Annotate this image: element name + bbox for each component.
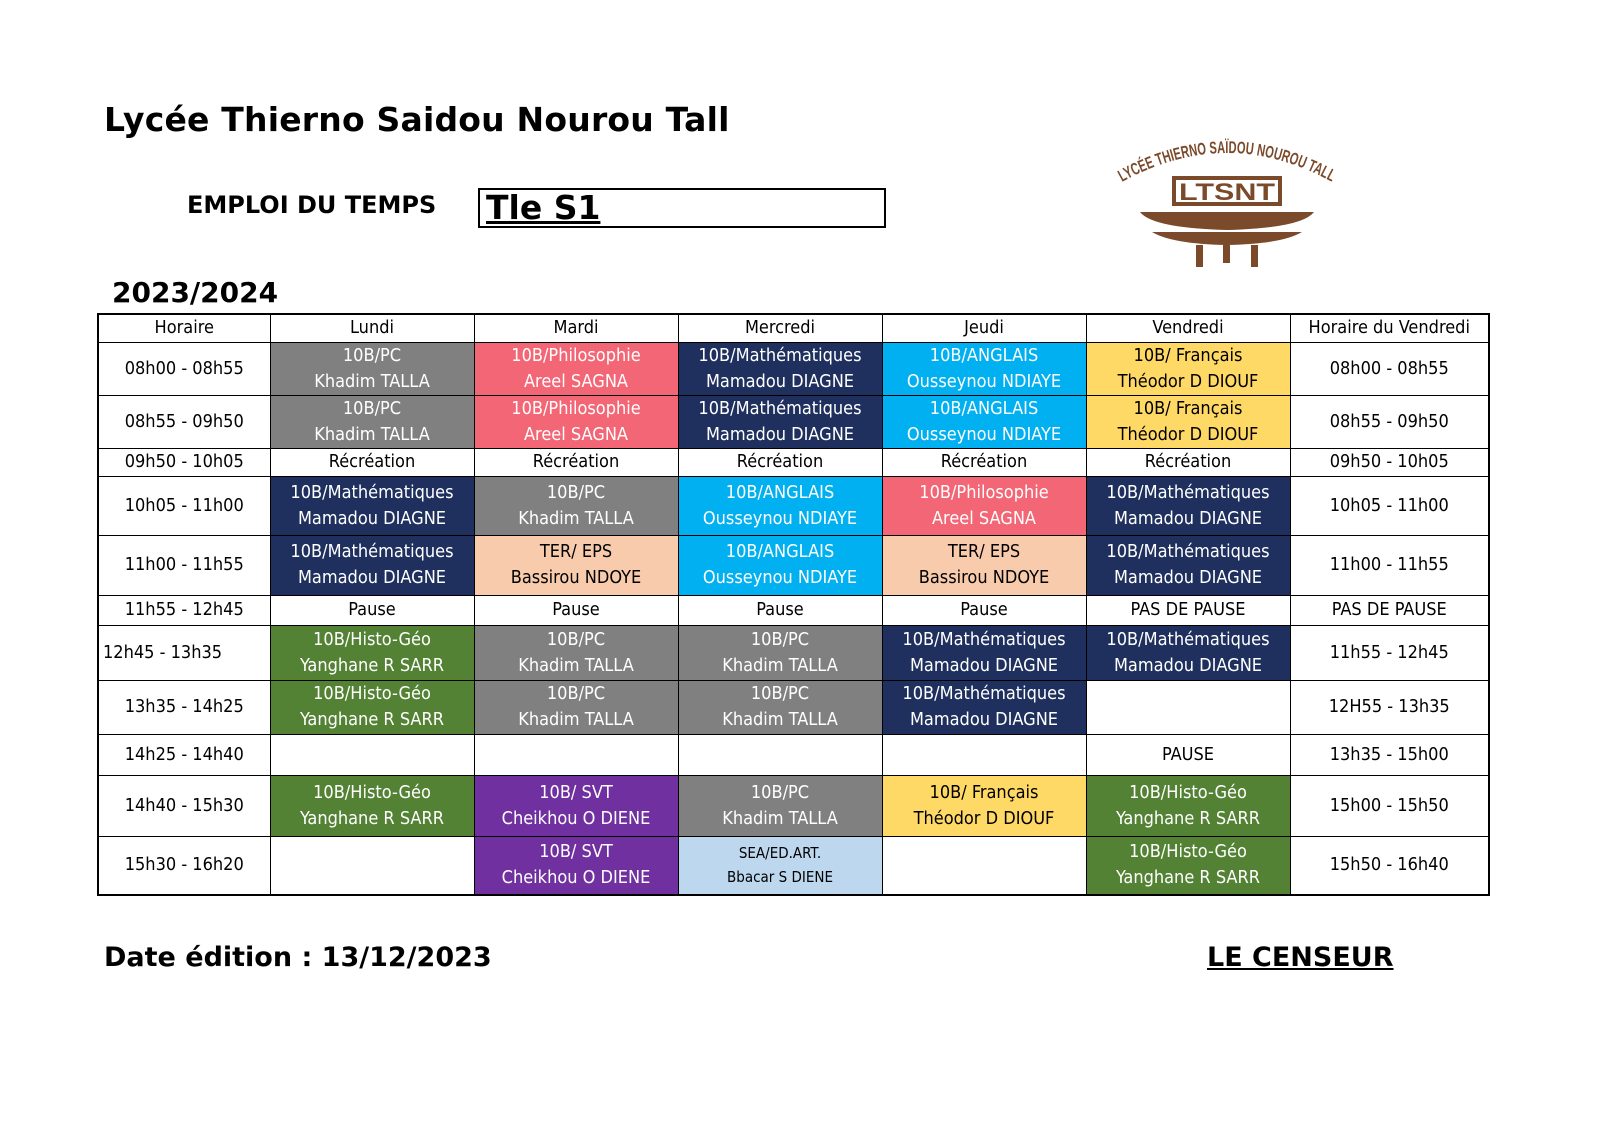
course-label: Pause [960, 599, 1008, 620]
schedule-cell [678, 595, 882, 625]
schedule-label: EMPLOI DU TEMPS [187, 191, 437, 219]
course-label: 10B/Philosophie [511, 344, 641, 366]
teacher-name: Khadim TALLA [314, 370, 430, 392]
course-label: 10B/Mathématiques [290, 481, 454, 503]
teacher-name: Mamadou DIAGNE [705, 423, 855, 445]
schedule-cell [1086, 535, 1290, 595]
course-label: 10B/Mathématiques [1106, 481, 1270, 503]
friday-time-slot: PAS DE PAUSE [1290, 595, 1489, 625]
table-row [98, 680, 1489, 734]
teacher-name: Yanghane R SARR [299, 654, 445, 676]
schedule-cell [678, 448, 882, 476]
course-label: Récréation [328, 451, 416, 472]
course-label: 10B/ANGLAIS [725, 541, 835, 562]
course-label: 10B/PC [546, 683, 606, 704]
friday-time-slot: 13h35 - 15h00 [1290, 734, 1489, 775]
schedule-cell [678, 836, 882, 895]
schedule-cell [678, 734, 882, 775]
course-label: 10B/Histo-Géo [1129, 781, 1247, 803]
time-slot: 12h45 - 13h35 [98, 625, 270, 680]
schedule-cell [474, 448, 678, 476]
table-row [98, 625, 1489, 680]
time-slot: 09h50 - 10h05 [98, 448, 270, 476]
teacher-name: Yanghane R SARR [299, 807, 445, 829]
course-label: 10B/ SVT [539, 841, 613, 863]
course-label: 10B/PC [342, 344, 402, 366]
course-label: 10B/Histo-Géo [1129, 841, 1247, 863]
course-label: 10B/ Français [1133, 344, 1243, 366]
schedule-cell [882, 448, 1086, 476]
friday-time-slot: 08h55 - 09h50 [1290, 395, 1489, 448]
teacher-name: Yanghane R SARR [1115, 867, 1261, 889]
teacher-name: Yanghane R SARR [1115, 807, 1261, 829]
course-label: 10B/Mathématiques [698, 397, 862, 419]
friday-time-slot: 15h50 - 16h40 [1290, 836, 1489, 895]
date-edition: Date édition : 13/12/2023 [104, 942, 492, 973]
column-header: Horaire du Vendredi [1290, 314, 1489, 342]
column-header: Mercredi [678, 314, 882, 342]
schedule-cell [474, 836, 678, 895]
friday-time-slot: 15h00 - 15h50 [1290, 775, 1489, 836]
course-label: 10B/Philosophie [919, 481, 1049, 503]
time-slot: 15h30 - 16h20 [98, 836, 270, 895]
schedule-cell [678, 476, 882, 535]
schedule-cell [1086, 395, 1290, 448]
table-row [98, 476, 1489, 535]
course-label: Récréation [1144, 451, 1232, 472]
teacher-name: Cheikhou O DIENE [501, 867, 651, 889]
table-row [98, 342, 1489, 395]
schedule-cell [270, 342, 474, 395]
schedule-cell [270, 734, 474, 775]
teacher-name: Mamadou DIAGNE [909, 709, 1059, 730]
teacher-name: Bassirou NDOYE [918, 567, 1050, 588]
schedule-cell [270, 775, 474, 836]
schedule-cell [678, 395, 882, 448]
time-slot: 14h40 - 15h30 [98, 775, 270, 836]
schedule-cell [882, 342, 1086, 395]
schedule-cell [1086, 836, 1290, 895]
schedule-cell [882, 680, 1086, 734]
course-label: 10B/ANGLAIS [929, 397, 1039, 419]
class-name-box: Tle S1 [478, 188, 886, 228]
course-label: 10B/PC [342, 397, 402, 419]
signature-label: LE CENSEUR [1207, 942, 1394, 973]
teacher-name: Ousseynou NDIAYE [702, 567, 858, 588]
course-label: Pause [348, 599, 396, 620]
schedule-cell [474, 476, 678, 535]
teacher-name: Khadim TALLA [518, 654, 634, 676]
schedule-cell [882, 734, 1086, 775]
friday-time-slot: 11h00 - 11h55 [1290, 535, 1489, 595]
schedule-cell [882, 625, 1086, 680]
course-label: 10B/Mathématiques [1106, 628, 1270, 650]
teacher-name: Areel SAGNA [931, 507, 1037, 529]
teacher-name: Ousseynou NDIAYE [906, 423, 1062, 445]
teacher-name: Mamadou DIAGNE [909, 654, 1059, 676]
schedule-cell [882, 535, 1086, 595]
course-label: 10B/Histo-Géo [313, 628, 431, 650]
course-label: 10B/PC [546, 628, 606, 650]
teacher-name: Areel SAGNA [523, 423, 629, 445]
table-row [98, 448, 1489, 476]
schedule-cell [474, 395, 678, 448]
table-row [98, 595, 1489, 625]
schedule-cell [1086, 595, 1290, 625]
schedule-cell [474, 625, 678, 680]
table-row [98, 836, 1489, 895]
course-label: Récréation [940, 451, 1028, 472]
time-slot: 10h05 - 11h00 [98, 476, 270, 535]
teacher-name: Bbacar S DIENE [727, 868, 833, 887]
course-label: 10B/ SVT [539, 781, 613, 803]
schedule-cell [678, 625, 882, 680]
schedule-cell [474, 775, 678, 836]
teacher-name: Khadim TALLA [722, 654, 838, 676]
teacher-name: Ousseynou NDIAYE [702, 507, 858, 529]
table-row [98, 775, 1489, 836]
time-slot: 08h00 - 08h55 [98, 342, 270, 395]
table-row [98, 395, 1489, 448]
school-title: Lycée Thierno Saidou Nourou Tall [104, 100, 730, 139]
course-label: 10B/Mathématiques [1106, 541, 1270, 562]
schedule-cell [678, 775, 882, 836]
course-label: 10B/Mathématiques [902, 628, 1066, 650]
schedule-cell [270, 448, 474, 476]
friday-time-slot: 12H55 - 13h35 [1290, 680, 1489, 734]
teacher-name: Yanghane R SARR [299, 709, 445, 730]
schedule-cell [1086, 476, 1290, 535]
time-slot: 11h55 - 12h45 [98, 595, 270, 625]
schedule-cell [882, 836, 1086, 895]
teacher-name: Mamadou DIAGNE [1113, 654, 1263, 676]
course-label: 10B/PC [750, 628, 810, 650]
teacher-name: Théodor D DIOUF [1117, 370, 1259, 392]
timetable [97, 313, 1490, 896]
svg-text:LYCÉE THIERNO SAÏDOU NOUROU TA: LYCÉE THIERNO SAÏDOU NOUROU TALL [1114, 137, 1342, 188]
course-label: 10B/ANGLAIS [725, 481, 835, 503]
friday-time-slot: 08h00 - 08h55 [1290, 342, 1489, 395]
schedule-cell [678, 342, 882, 395]
course-label: 10B/ANGLAIS [929, 344, 1039, 366]
friday-time-slot: 09h50 - 10h05 [1290, 448, 1489, 476]
column-header: Jeudi [882, 314, 1086, 342]
teacher-name: Bassirou NDOYE [510, 567, 642, 588]
schedule-cell [474, 342, 678, 395]
schedule-cell [474, 535, 678, 595]
schedule-cell [270, 625, 474, 680]
teacher-name: Mamadou DIAGNE [1113, 567, 1263, 588]
schedule-cell [270, 476, 474, 535]
school-year: 2023/2024 [112, 276, 279, 309]
teacher-name: Mamadou DIAGNE [705, 370, 855, 392]
course-label: 10B/Histo-Géo [313, 781, 431, 803]
course-label: 10B/Mathématiques [698, 344, 862, 366]
schedule-cell [270, 535, 474, 595]
schedule-cell [678, 680, 882, 734]
course-label: Pause [756, 599, 804, 620]
column-header: Mardi [474, 314, 678, 342]
course-label: TER/ EPS [947, 541, 1021, 562]
schedule-cell [474, 680, 678, 734]
table-row [98, 535, 1489, 595]
course-label: 10B/Histo-Géo [313, 683, 431, 704]
schedule-cell [882, 595, 1086, 625]
course-label: 10B/ Français [1133, 397, 1243, 419]
schedule-cell [1086, 734, 1290, 775]
schedule-cell [1086, 680, 1290, 734]
teacher-name: Khadim TALLA [722, 709, 838, 730]
schedule-cell [882, 775, 1086, 836]
course-label: 10B/PC [750, 683, 810, 704]
course-label: 10B/ Français [929, 781, 1039, 803]
course-label: PAUSE [1161, 743, 1215, 765]
friday-time-slot: 11h55 - 12h45 [1290, 625, 1489, 680]
schedule-cell [270, 595, 474, 625]
schedule-cell [1086, 448, 1290, 476]
schedule-cell [270, 680, 474, 734]
schedule-cell [882, 395, 1086, 448]
teacher-name: Théodor D DIOUF [913, 807, 1055, 829]
svg-text:LTSNT: LTSNT [1179, 179, 1276, 206]
schedule-cell [270, 836, 474, 895]
course-label: 10B/Mathématiques [290, 541, 454, 562]
column-header: Horaire [98, 314, 270, 342]
teacher-name: Ousseynou NDIAYE [906, 370, 1062, 392]
friday-time-slot: 10h05 - 11h00 [1290, 476, 1489, 535]
course-label: SEA/ED.ART. [738, 844, 822, 863]
course-label: TER/ EPS [539, 541, 613, 562]
schedule-cell [474, 595, 678, 625]
schedule-cell [1086, 342, 1290, 395]
teacher-name: Khadim TALLA [314, 423, 430, 445]
schedule-cell [1086, 625, 1290, 680]
course-label: Récréation [532, 451, 620, 472]
table-row [98, 734, 1489, 775]
teacher-name: Khadim TALLA [722, 807, 838, 829]
teacher-name: Mamadou DIAGNE [297, 567, 447, 588]
teacher-name: Mamadou DIAGNE [1113, 507, 1263, 529]
course-label: 10B/Mathématiques [902, 683, 1066, 704]
teacher-name: Théodor D DIOUF [1117, 423, 1259, 445]
schedule-cell [270, 395, 474, 448]
schedule-cell [474, 734, 678, 775]
column-header: Lundi [270, 314, 474, 342]
course-label: Récréation [736, 451, 824, 472]
course-label: Pause [552, 599, 600, 620]
school-logo [1112, 132, 1342, 272]
course-label: 10B/Philosophie [511, 397, 641, 419]
course-label: PAS DE PAUSE [1130, 599, 1246, 620]
course-label: 10B/PC [750, 781, 810, 803]
teacher-name: Cheikhou O DIENE [501, 807, 651, 829]
teacher-name: Mamadou DIAGNE [297, 507, 447, 529]
teacher-name: Areel SAGNA [523, 370, 629, 392]
schedule-cell [1086, 775, 1290, 836]
column-header: Vendredi [1086, 314, 1290, 342]
teacher-name: Khadim TALLA [518, 709, 634, 730]
time-slot: 13h35 - 14h25 [98, 680, 270, 734]
teacher-name: Khadim TALLA [518, 507, 634, 529]
course-label: 10B/PC [546, 481, 606, 503]
schedule-cell [678, 535, 882, 595]
time-slot: 08h55 - 09h50 [98, 395, 270, 448]
time-slot: 11h00 - 11h55 [98, 535, 270, 595]
time-slot: 14h25 - 14h40 [98, 734, 270, 775]
schedule-cell [882, 476, 1086, 535]
